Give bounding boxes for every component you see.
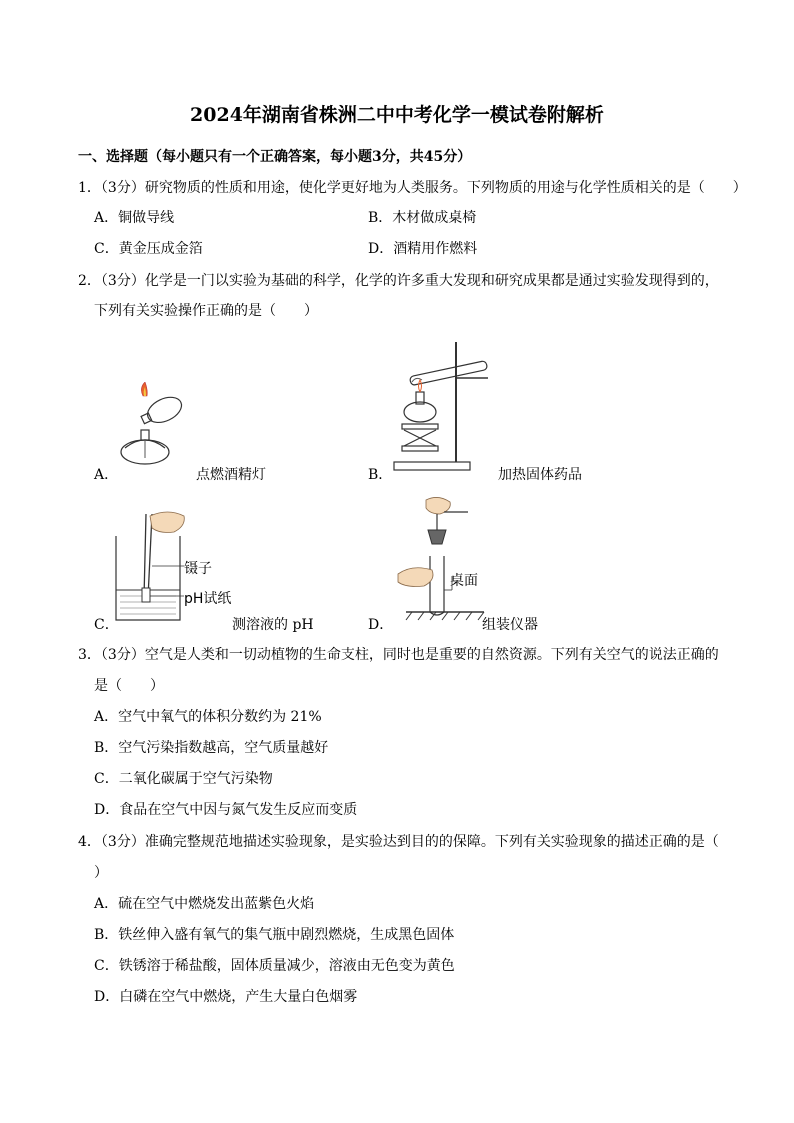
q4-option-d: D．白磷在空气中燃烧，产生大量白色烟雾 [94,989,358,1005]
q3-option-d: D．食品在空气中因与氮气发生反应而变质 [94,802,358,818]
ph-test-illustration [112,508,188,626]
q2-option-b-caption: 加热固体药品 [498,467,582,483]
q2-c-label-tweezers: 镊子 [184,561,212,577]
q4-stem-line1: 4．（3分）准确完整规范地描述实验现象，是实验达到目的的保障。下列有关实验现象的描述正确的是（ [78,834,719,850]
assembly-illustration [392,494,492,622]
q3-option-a: A．空气中氧气的体积分数约为 21% [94,709,322,725]
q3-option-b: B．空气污染指数越高，空气质量越好 [94,740,329,756]
q2-d-label-table: 桌面 [450,573,478,589]
q2-option-d-caption: 组装仪器 [482,617,538,633]
q4-stem-line2: ） [94,865,108,881]
q2-stem-line1: 2．（3分）化学是一门以实验为基础的科学，化学的许多重大发现和研究成果都是通过实验发现得到的， [78,273,719,289]
q2-option-a-letter: A． [94,467,119,483]
q3-option-c: C．二氧化碳属于空气污染物 [94,771,273,787]
q1-option-c: C．黄金压成金箔 [94,241,203,257]
q1-option-b: B．木材做成桌椅 [368,210,477,226]
q3-stem-line2: 是（ ） [94,678,164,694]
q1-option-d: D．酒精用作燃料 [368,241,478,257]
q2-option-d-letter: D． [368,617,394,633]
q3-stem-line1: 3．（3分）空气是人类和一切动植物的生命支柱，同时也是重要的自然资源。下列有关空气的说法正确的 [78,647,719,663]
q2-option-a-caption: 点燃酒精灯 [196,467,266,483]
alcohol-lamp-illustration [115,382,195,467]
page-title: 2024年湖南省株洲二中中考化学一模试卷附解析 [190,104,604,126]
q2-c-label-ph-paper: pH试纸 [184,591,232,607]
section-heading: 一、选择题（每小题只有一个正确答案，每小题3分，共45分） [78,149,472,165]
q4-option-c: C．铁锈溶于稀盐酸，固体质量减少，溶液由无色变为黄色 [94,958,455,974]
q1-option-a: A．铜做导线 [94,210,175,226]
heating-apparatus-illustration [392,338,502,473]
q4-option-b: B．铁丝伸入盛有氧气的集气瓶中剧烈燃烧，生成黑色固体 [94,927,455,943]
q2-stem-line2: 下列有关实验操作正确的是（ ） [94,303,318,319]
q4-option-a: A．硫在空气中燃烧发出蓝紫色火焰 [94,896,315,912]
q2-option-b-letter: B． [368,467,393,483]
q1-stem: 1．（3分）研究物质的性质和用途，使化学更好地为人类服务。下列物质的用途与化学性质相关的是（ ） [78,180,747,196]
q2-option-c-letter: C． [94,617,119,633]
q2-option-c-caption: 测溶液的 pH [232,617,314,633]
